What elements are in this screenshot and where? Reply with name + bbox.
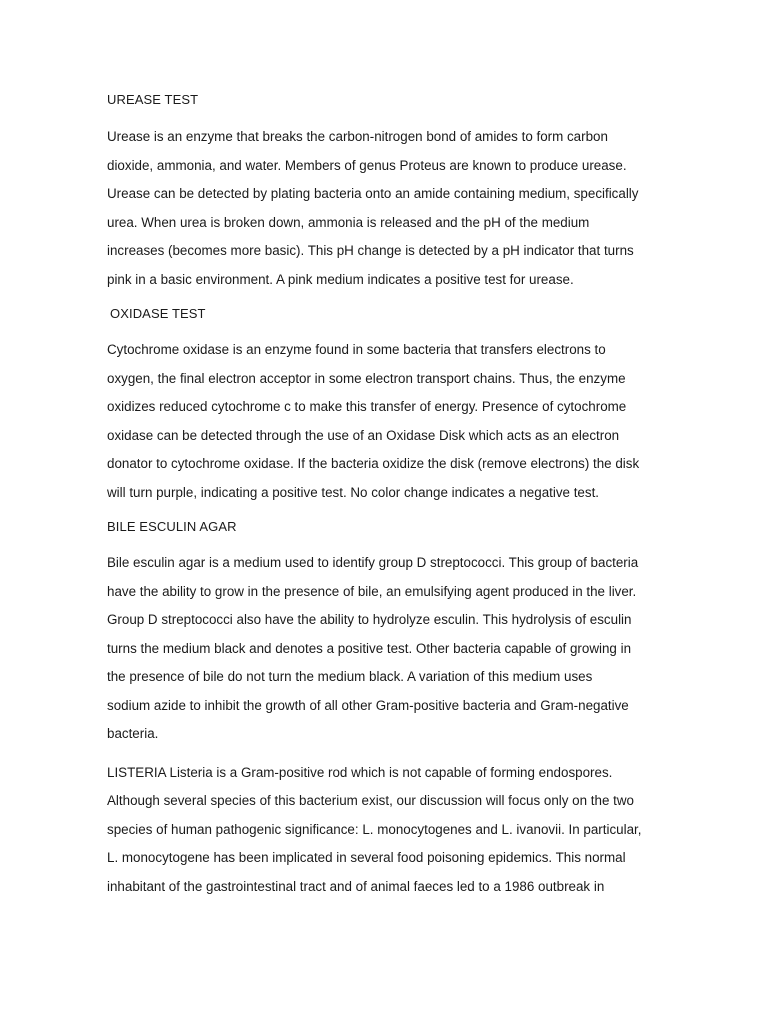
paragraph-line: sodium azide to inhibit the growth of all other Gram-positive bacteria and Gram-negative	[107, 697, 629, 713]
paragraph-line: species of human pathogenic significance: L. monocytogenes and L. ivanovii. In particular,	[107, 821, 642, 837]
paragraph-line: oxidase can be detected through the use of an Oxidase Disk which acts as an electron	[107, 427, 620, 443]
paragraph-line: Although several species of this bacterium exist, our discussion will focus only on the two	[107, 793, 634, 808]
document-body	[107, 90, 667, 911]
paragraph-line: Cytochrome oxidase is an enzyme found in some bacteria that transfers electrons to	[107, 342, 606, 357]
urease-test-paragraph	[107, 123, 667, 294]
paragraph-line: urea. When urea is broken down, ammonia is released and the pH of the medium	[107, 214, 590, 230]
paragraph-line: pink in a basic environment. A pink medium indicates a positive test for urease.	[107, 271, 574, 287]
paragraph-line: oxidizes reduced cytochrome c to make this transfer of energy. Presence of cytochrome	[107, 399, 627, 414]
listeria-paragraph	[107, 759, 667, 902]
oxidase-test-paragraph	[107, 336, 667, 507]
paragraph-line: have the ability to grow in the presence of bile, an emulsifying agent produced in the liver.	[107, 583, 637, 599]
paragraph-line: bacteria.	[107, 726, 159, 741]
paragraph-line: dioxide, ammonia, and water. Members of genus Proteus are known to produce urease.	[107, 157, 627, 173]
bile-esculin-agar-heading: BILE ESCULIN AGAR	[107, 519, 237, 534]
oxidase-test-heading: OXIDASE TEST	[110, 306, 206, 321]
paragraph-line: Bile esculin agar is a medium used to identify group D streptococci. This group of bacteria	[107, 555, 639, 570]
bile-esculin-agar-paragraph	[107, 549, 667, 749]
urease-test-heading: UREASE TEST	[107, 92, 199, 107]
paragraph-line: the presence of bile do not turn the medium black. A variation of this medium uses	[107, 669, 593, 684]
paragraph-line: Urease can be detected by plating bacteria onto an amide containing medium, specifically	[107, 186, 639, 201]
paragraph-line: L. monocytogene has been implicated in several food poisoning epidemics. This normal	[107, 850, 626, 865]
paragraph-line: Group D streptococci also have the ability to hydrolyze esculin. This hydrolysis of esculin	[107, 612, 632, 627]
paragraph-line: Urease is an enzyme that breaks the carbon-nitrogen bond of amides to form carbon	[107, 129, 608, 144]
paragraph-line: inhabitant of the gastrointestinal tract and of animal faeces led to a 1986 outbreak in	[107, 878, 605, 894]
paragraph-line: turns the medium black and denotes a positive test. Other bacteria capable of growing in	[107, 640, 632, 656]
paragraph-line: will turn purple, indicating a positive test. No color change indicates a negative test.	[107, 484, 600, 500]
paragraph-line: LISTERIA Listeria is a Gram-positive rod which is not capable of forming endospores.	[107, 764, 613, 780]
paragraph-line: donator to cytochrome oxidase. If the bacteria oxidize the disk (remove electrons) the disk	[107, 456, 640, 471]
paragraph-line: oxygen, the final electron acceptor in some electron transport chains. Thus, the enzyme	[107, 370, 626, 386]
paragraph-line: increases (becomes more basic). This pH change is detected by a pH indicator that turns	[107, 243, 634, 258]
